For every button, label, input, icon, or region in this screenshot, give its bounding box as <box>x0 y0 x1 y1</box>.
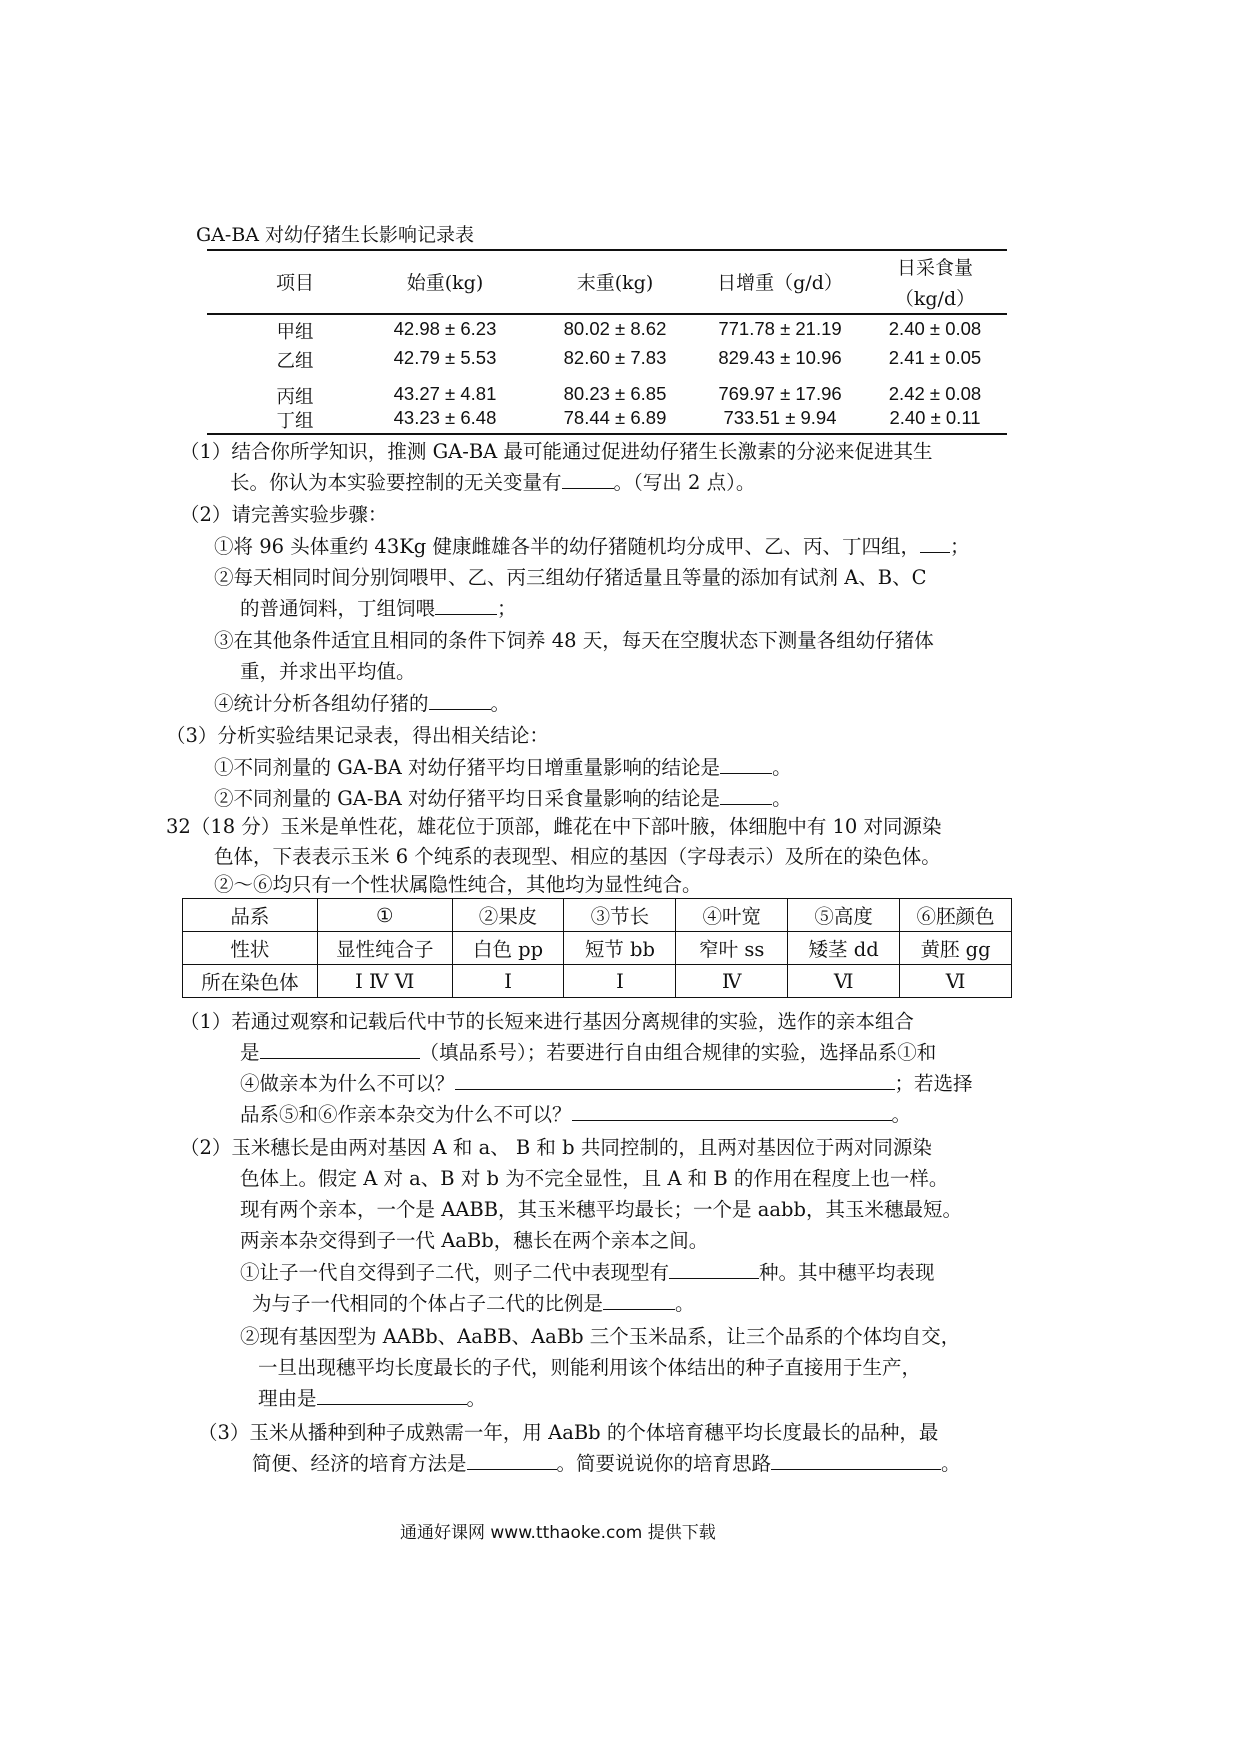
strain-table-cell: 短节 bb <box>564 932 676 965</box>
table1-caption: GA-BA 对幼仔猪生长影响记录表 <box>196 224 475 246</box>
q31-part3-title: （3）分析实验结果记录表，得出相关结论： <box>166 724 549 747</box>
answer-blank[interactable] <box>572 1100 892 1121</box>
answer-blank[interactable] <box>455 1069 895 1090</box>
q32-part3-line2: 简便、经济的培育方法是 。简要说说你的培育思路 。 <box>252 1449 961 1479</box>
table1-cell: 42.98 ± 6.23 <box>393 318 497 339</box>
strain-table-cell: 窄叶 ss <box>676 932 788 965</box>
footer-source: 通通好课网 www.tthaoke.com 提供下载 <box>400 1523 716 1543</box>
q31-conclusion2: ②不同剂量的 GA-BA 对幼仔猪平均日采食量影响的结论是 。 <box>214 784 792 814</box>
q32-part2-item2-line2: 一旦出现穗平均长度最长的子代，则能利用该个体结出的种子直接用于生产， <box>258 1356 922 1379</box>
table1-cell: 80.23 ± 6.85 <box>563 383 667 404</box>
table-row <box>183 899 1012 932</box>
strain-table-cell: 显性纯合子 <box>317 932 452 965</box>
table1-cell: 80.02 ± 8.62 <box>563 318 667 339</box>
q31-step3-line1: ③在其他条件适宜且相同的条件下饲养 48 天，每天在空腹状态下测量各组幼仔猪体 <box>214 629 934 652</box>
q32-part2-item1-line1: ①让子一代自交得到子二代，则子二代中表现型有 种。其中穗平均表现 <box>240 1258 935 1288</box>
q32-intro-line2: 色体，下表表示玉米 6 个纯系的表现型、相应的基因（字母表示）及所在的染色体。 <box>214 845 941 868</box>
q32-part1-line4: 品系⑤和⑥作亲本杂交为什么不可以？ 。 <box>240 1100 911 1130</box>
answer-blank[interactable] <box>435 594 497 615</box>
strain-table-cell: ③节长 <box>564 899 676 932</box>
q31-conclusion1: ①不同剂量的 GA-BA 对幼仔猪平均日增重量影响的结论是 。 <box>214 753 792 783</box>
q31-part2-title: （2）请完善实验步骤： <box>180 503 388 526</box>
strain-table-cell: ②果皮 <box>452 899 564 932</box>
strain-table-cell: ⑥胚颜色 <box>900 899 1012 932</box>
q32-part2-line1: （2）玉米穗长是由两对基因 A 和 a、 B 和 b 共同控制的，且两对基因位于两对同源染 <box>180 1136 932 1159</box>
table1-cell: 78.44 ± 6.89 <box>563 407 667 428</box>
answer-blank[interactable] <box>603 1289 675 1310</box>
table1-cell: 771.78 ± 21.19 <box>718 318 842 339</box>
q31-step2-line2: 的普通饲料，丁组饲喂 ； <box>240 594 517 624</box>
table1-header-rule <box>207 313 1007 315</box>
answer-blank[interactable] <box>920 532 950 553</box>
table-row <box>183 932 1012 965</box>
q32-part2-line4: 两亲本杂交得到子一代 AaBb，穗长在两个亲本之间。 <box>240 1229 709 1252</box>
q31-part1-line1: （1）结合你所学知识，推测 GA-BA 最可能通过促进幼仔猪生长激素的分泌来促进其生 <box>180 440 933 463</box>
table1-row-label: 甲组 <box>276 322 314 343</box>
table1-row-label: 乙组 <box>276 351 314 372</box>
table1-cell: 2.40 ± 0.08 <box>888 318 982 339</box>
q32-part3-line1: （3）玉米从播种到种子成熟需一年，用 AaBb 的个体培育穗平均长度最长的品种，最 <box>198 1421 939 1444</box>
table1-cell: 829.43 ± 10.96 <box>718 347 842 368</box>
answer-blank[interactable] <box>669 1258 759 1279</box>
q31-step1: ①将 96 头体重约 43Kg 健康雌雄各半的幼仔猪随机均分成甲、乙、丙、丁四组， ； <box>214 532 970 562</box>
q32-part2-line3: 现有两个亲本，一个是 AABB，其玉米穗平均最长；一个是 aabb，其玉米穗最短。 <box>240 1198 962 1221</box>
strain-table-cell: 性状 <box>183 932 318 965</box>
table1-cell: 769.97 ± 17.96 <box>718 383 842 404</box>
table1-header-item: 项目 <box>275 272 314 294</box>
q31-part1-line2: 长。你认为本实验要控制的无关变量有 。（写出 2 点）。 <box>230 468 755 498</box>
table1-top-rule <box>207 249 1007 251</box>
table-row <box>183 965 1012 998</box>
answer-blank[interactable] <box>467 1449 557 1470</box>
q32-part1-line2: 是 （填品系号）；若要进行自由组合规律的实验，选择品系①和 <box>240 1038 936 1068</box>
q32-part2-line2: 色体上。假定 A 对 a、B 对 b 为不完全显性，且 A 和 B 的作用在程度上也一样。 <box>240 1167 949 1190</box>
table1-cell: 2.41 ± 0.05 <box>888 347 982 368</box>
table1-row-label: 丙组 <box>276 387 314 408</box>
strain-table-cell: Ⅵ <box>788 965 900 998</box>
q32-part1-line3: ④做亲本为什么不可以？ ；若选择 <box>240 1069 973 1099</box>
table1-cell: 82.60 ± 7.83 <box>563 347 667 368</box>
answer-blank[interactable] <box>771 1449 941 1470</box>
q31-step4: ④统计分析各组幼仔猪的 。 <box>214 689 510 719</box>
strain-table-cell: Ⅳ <box>676 965 788 998</box>
strain-table-cell: ⑤高度 <box>788 899 900 932</box>
table1-row-label: 丁组 <box>276 411 314 432</box>
table1-cell: 43.23 ± 6.48 <box>393 407 497 428</box>
q32-part2-item2-line3: 理由是 。 <box>258 1384 486 1414</box>
answer-blank[interactable] <box>429 689 491 710</box>
q31-step2-line1: ②每天相同时间分别饲喂甲、乙、丙三组幼仔猪适量且等量的添加有试剂 A、B、C <box>214 566 927 589</box>
table1-header-daily-feed: 日采食量 <box>896 257 973 279</box>
strain-table-cell: 矮茎 dd <box>788 932 900 965</box>
strain-table-cell: Ⅰ <box>564 965 676 998</box>
strain-table-cell: Ⅰ Ⅳ Ⅵ <box>317 965 452 998</box>
answer-blank[interactable] <box>562 468 614 489</box>
table1-header-daily-feed-unit: （kg/d） <box>894 288 976 310</box>
strain-table-cell: ① <box>317 899 452 932</box>
q32-part2-item2-line1: ②现有基因型为 AABb、AaBB、AaBb 三个玉米品系，让三个品系的个体均自交， <box>240 1325 961 1348</box>
table1-cell: 733.51 ± 9.94 <box>723 407 837 428</box>
table1-header-start-weight: 始重(kg) <box>406 272 484 294</box>
strain-table-cell: 黄胚 gg <box>900 932 1012 965</box>
strain-table-cell: 品系 <box>183 899 318 932</box>
strain-table-cell: Ⅵ <box>900 965 1012 998</box>
answer-blank[interactable] <box>317 1384 467 1405</box>
table1-cell: 2.42 ± 0.08 <box>888 383 982 404</box>
strain-table <box>182 898 1012 998</box>
answer-blank[interactable] <box>720 784 772 805</box>
answer-blank[interactable] <box>720 753 772 774</box>
q32-part1-line1: （1）若通过观察和记载后代中节的长短来进行基因分离规律的实验，选作的亲本组合 <box>180 1010 914 1033</box>
q32-intro-line1: 32（18 分）玉米是单性花，雄花位于顶部，雌花在中下部叶腋，体细胞中有 10 对同源染 <box>166 815 942 838</box>
strain-table-cell: ④叶宽 <box>676 899 788 932</box>
q32-intro-line3: ②～⑥均只有一个性状属隐性纯合，其他均为显性纯合。 <box>214 873 702 896</box>
strain-table-cell: 所在染色体 <box>183 965 318 998</box>
strain-table-cell: Ⅰ <box>452 965 564 998</box>
table1-cell: 2.40 ± 0.11 <box>889 407 981 428</box>
q31-step3-line2: 重，并求出平均值。 <box>240 660 416 683</box>
table1-cell: 42.79 ± 5.53 <box>393 347 497 368</box>
answer-blank[interactable] <box>260 1038 420 1059</box>
strain-table-cell: 白色 pp <box>452 932 564 965</box>
table1-bottom-rule <box>207 433 1007 435</box>
table1-header-end-weight: 末重(kg) <box>576 272 654 294</box>
table1-cell: 43.27 ± 4.81 <box>393 383 497 404</box>
q32-part2-item1-line2: 为与子一代相同的个体占子二代的比例是 。 <box>252 1289 695 1319</box>
table1-header-daily-gain: 日增重（g/d） <box>717 272 843 294</box>
